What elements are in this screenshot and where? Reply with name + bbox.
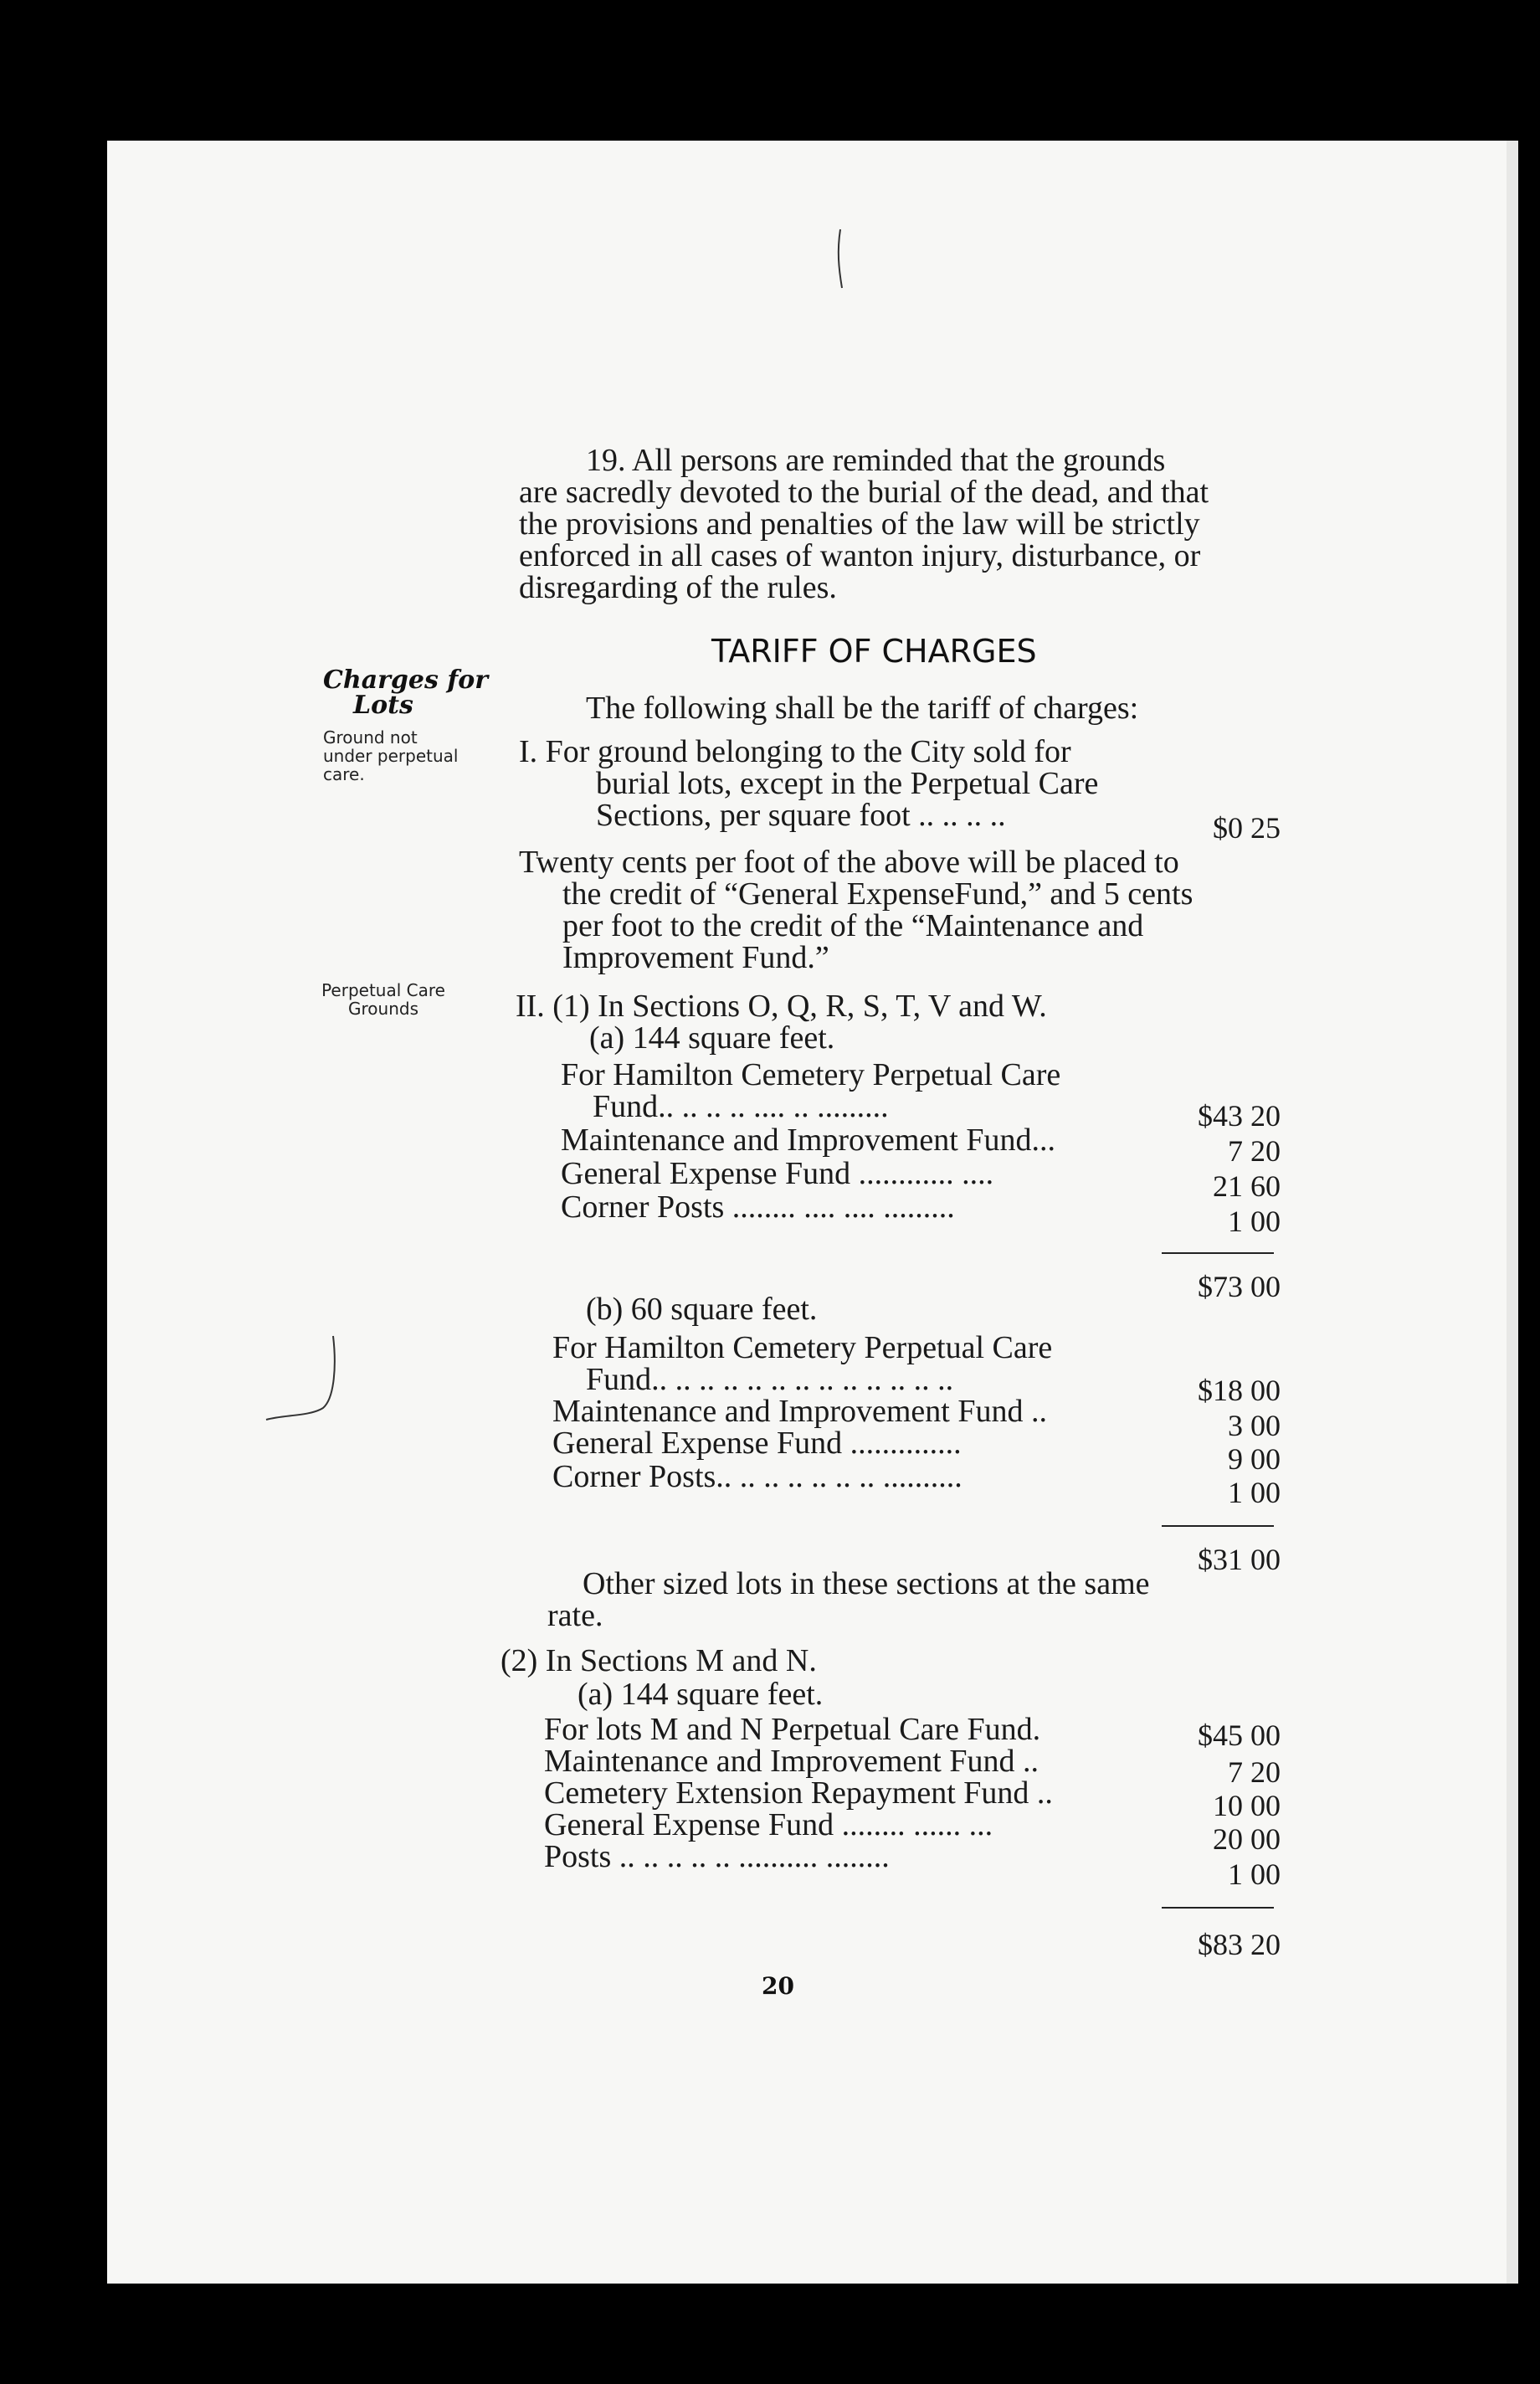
item2-a-row-amount: 7 20	[1228, 1134, 1281, 1168]
item2-a-row-label: Corner Posts ........ .... .... .........	[561, 1189, 955, 1225]
item2-a-row-label: For Hamilton Cemetery Perpetual Care	[561, 1057, 1061, 1092]
section-heading: TARIFF OF CHARGES	[711, 633, 1037, 670]
item3-row-label: Posts .. .. .. .. .. .......... ........	[544, 1839, 890, 1874]
item2-a-row-label: Maintenance and Improvement Fund...	[561, 1123, 1055, 1158]
item2-a-row-amount: $43 20	[1198, 1099, 1281, 1133]
other-sized-line: rate.	[547, 1598, 603, 1633]
item3-row-amount: 1 00	[1228, 1857, 1281, 1891]
item3-a-label: (a) 144 square feet.	[578, 1677, 824, 1712]
margin-heading	[323, 665, 490, 720]
item2-b-total: $31 00	[1198, 1543, 1281, 1576]
pen-mark	[259, 1331, 352, 1431]
item2-b-row-amount: 9 00	[1228, 1442, 1281, 1476]
item2-a-total: $73 00	[1198, 1270, 1281, 1303]
margin-note-perpetual	[316, 981, 450, 1018]
subtotal-rule	[1162, 1907, 1274, 1909]
item3-row-amount: 7 20	[1228, 1755, 1281, 1789]
item2-b-row-label: For Hamilton Cemetery Perpetual Care	[552, 1330, 1053, 1365]
item2-b-row-label: Fund.. .. .. .. .. .. .. .. .. .. .. .. ..	[586, 1362, 954, 1397]
item3-row-label: Maintenance and Improvement Fund ..	[544, 1744, 1039, 1779]
margin-note-ground	[323, 728, 458, 784]
margin-note-line: care.	[323, 764, 365, 784]
other-sized-line: Other sized lots in these sections at the same	[583, 1566, 1150, 1601]
item2-a-row-label: Fund.. .. .. .. .... .. .........	[593, 1089, 889, 1124]
margin-note-line: Grounds	[348, 999, 418, 1019]
item2-a-row-amount: 1 00	[1228, 1205, 1281, 1238]
para19-line: 19. All persons are reminded that the grounds	[586, 443, 1166, 478]
item3-total: $83 20	[1198, 1928, 1281, 1961]
item3-row-label: For lots M and N Perpetual Care Fund.	[544, 1712, 1041, 1747]
item1-line: burial lots, except in the Perpetual Care	[596, 766, 1099, 801]
para19-line: are sacredly devoted to the burial of the dead, and that	[519, 475, 1209, 510]
item2-b-row-amount: 3 00	[1228, 1409, 1281, 1442]
item1-line: Sections, per square foot .. .. .. ..	[596, 798, 1006, 833]
margin-heading-line: Charges for	[323, 665, 489, 695]
twenty-line: per foot to the credit of the “Maintenance and	[562, 908, 1144, 943]
para19-line: enforced in all cases of wanton injury, disturbance, or	[519, 538, 1201, 573]
page-number: 20	[762, 1972, 794, 2000]
margin-heading-line: Lots	[353, 691, 413, 720]
item1-line: I. For ground belonging to the City sold for	[519, 734, 1071, 769]
item2-b-row-label: Maintenance and Improvement Fund ..	[552, 1394, 1047, 1429]
pen-mark	[829, 226, 854, 293]
item3-row-amount: 10 00	[1213, 1789, 1281, 1822]
item3-row-amount: 20 00	[1213, 1822, 1281, 1856]
para19-line: disregarding of the rules.	[519, 570, 837, 605]
item2-b-row-label: General Expense Fund ..............	[552, 1426, 962, 1461]
item3-row-label: General Expense Fund ........ ...... ...	[544, 1807, 993, 1842]
margin-note-line: Ground not	[323, 727, 418, 748]
twenty-line: the credit of “General ExpenseFund,” and 5 cents	[562, 876, 1194, 912]
item3-row-amount: $45 00	[1198, 1719, 1281, 1752]
intro-text: The following shall be the tariff of charges:	[586, 691, 1139, 726]
margin-note-line: under perpetual	[323, 746, 459, 766]
subtotal-rule	[1162, 1525, 1274, 1527]
item2-a-row-amount: 21 60	[1213, 1169, 1281, 1203]
item3-row-label: Cemetery Extension Repayment Fund ..	[544, 1775, 1053, 1811]
item2-b-row-label: Corner Posts.. .. .. .. .. .. .. ..........	[552, 1459, 963, 1494]
item2-b-label: (b) 60 square feet.	[586, 1292, 818, 1327]
twenty-line: Twenty cents per foot of the above will be placed to	[519, 845, 1179, 880]
item2-a-row-label: General Expense Fund ............ ....	[561, 1156, 994, 1191]
item2-b-row-amount: 1 00	[1228, 1476, 1281, 1509]
item1-amount: $0 25	[1213, 811, 1281, 845]
item2-line: II. (1) In Sections O, Q, R, S, T, V and W.	[516, 989, 1047, 1024]
subtotal-rule	[1162, 1252, 1274, 1254]
item2-b-row-amount: $18 00	[1198, 1374, 1281, 1407]
page-edge	[1507, 141, 1518, 2284]
twenty-line: Improvement Fund.”	[562, 940, 829, 975]
para19-line: the provisions and penalties of the law will be strictly	[519, 506, 1200, 542]
item2-a-label: (a) 144 square feet.	[589, 1020, 835, 1056]
margin-note-line: Perpetual Care	[321, 980, 445, 1000]
item3-line: (2) In Sections M and N.	[501, 1643, 817, 1678]
